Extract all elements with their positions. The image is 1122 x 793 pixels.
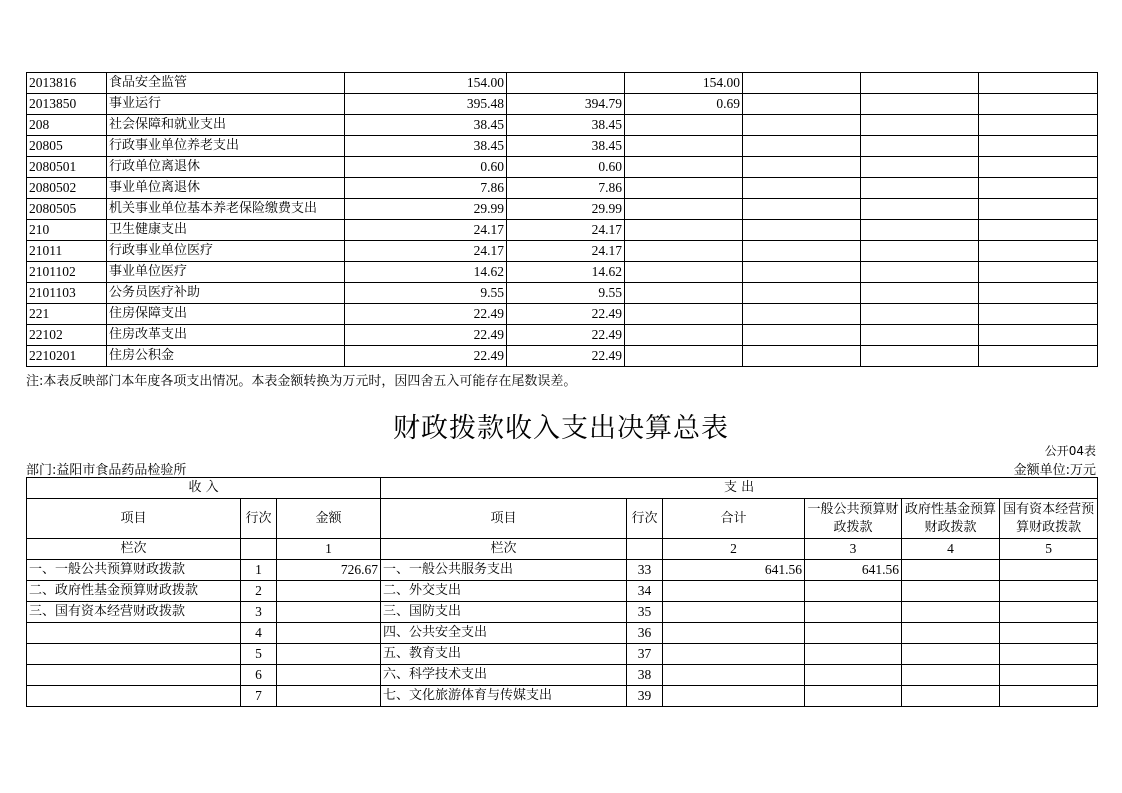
cell-project <box>625 304 743 325</box>
cell-c5 <box>861 262 979 283</box>
form-number: 公开04表 <box>1044 444 1096 458</box>
cell-fund <box>902 623 1000 644</box>
col-total: 合计 <box>663 499 805 539</box>
cell-c4 <box>743 178 861 199</box>
cell-income-row: 1 <box>241 560 277 581</box>
cell-name: 行政事业单位养老支出 <box>107 136 345 157</box>
cell-c5 <box>861 136 979 157</box>
lan-ci-empty <box>241 539 277 560</box>
cell-name: 机关事业单位基本养老保险缴费支出 <box>107 199 345 220</box>
cell-exp-item: 一、一般公共服务支出 <box>381 560 627 581</box>
cell-fund <box>902 686 1000 707</box>
cell-basic: 22.49 <box>507 304 625 325</box>
section-header-row <box>27 478 1098 499</box>
cell-c4 <box>743 262 861 283</box>
cell-total: 29.99 <box>345 199 507 220</box>
cell-income-item: 三、国有资本经营财政拨款 <box>27 602 241 623</box>
cell-exp-row: 36 <box>627 623 663 644</box>
expenditure-detail-table <box>26 72 1098 367</box>
cell-exp-row: 38 <box>627 665 663 686</box>
page-title: 财政拨款收入支出决算总表 <box>393 413 729 444</box>
table-row <box>27 199 1098 220</box>
col-income-amount: 金额 <box>277 499 381 539</box>
cell-state <box>1000 602 1098 623</box>
cell-basic: 22.49 <box>507 346 625 367</box>
cell-basic: 22.49 <box>507 325 625 346</box>
cell-c5 <box>861 73 979 94</box>
cell-code: 2101102 <box>27 262 107 283</box>
cell-c5 <box>861 115 979 136</box>
cell-exp-row: 34 <box>627 581 663 602</box>
cell-exp-row: 39 <box>627 686 663 707</box>
cell-exp-item: 二、外交支出 <box>381 581 627 602</box>
cell-name: 卫生健康支出 <box>107 220 345 241</box>
cell-general <box>805 581 902 602</box>
cell-income-amount <box>277 581 381 602</box>
cell-c6 <box>979 157 1098 178</box>
cell-project <box>625 220 743 241</box>
cell-code: 20805 <box>27 136 107 157</box>
cell-total: 24.17 <box>345 220 507 241</box>
cell-exp-row: 35 <box>627 602 663 623</box>
cell-total: 154.00 <box>345 73 507 94</box>
cell-total: 22.49 <box>345 325 507 346</box>
cell-total: 7.86 <box>345 178 507 199</box>
cell-c5 <box>861 325 979 346</box>
cell-general: 641.56 <box>805 560 902 581</box>
cell-project <box>625 136 743 157</box>
cell-project <box>625 283 743 304</box>
cell-total <box>663 686 805 707</box>
budget-summary-table <box>26 477 1098 707</box>
cell-project <box>625 115 743 136</box>
cell-project <box>625 241 743 262</box>
cell-code: 2080502 <box>27 178 107 199</box>
expense-header: 支 出 <box>381 478 1098 499</box>
index-1: 1 <box>277 539 381 560</box>
cell-income-row: 4 <box>241 623 277 644</box>
cell-exp-item: 六、科学技术支出 <box>381 665 627 686</box>
cell-total: 22.49 <box>345 346 507 367</box>
cell-name: 行政单位离退休 <box>107 157 345 178</box>
table-note: 注:本表反映部门本年度各项支出情况。本表金额转换为万元时，因四舍五入可能存在尾数误差。 <box>26 374 577 389</box>
cell-c5 <box>861 199 979 220</box>
cell-name: 事业单位离退休 <box>107 178 345 199</box>
cell-state <box>1000 665 1098 686</box>
cell-exp-item: 三、国防支出 <box>381 602 627 623</box>
cell-c4 <box>743 220 861 241</box>
cell-code: 221 <box>27 304 107 325</box>
cell-code: 2013850 <box>27 94 107 115</box>
cell-name: 食品安全监管 <box>107 73 345 94</box>
cell-total: 14.62 <box>345 262 507 283</box>
cell-name: 住房保障支出 <box>107 304 345 325</box>
cell-basic: 24.17 <box>507 220 625 241</box>
table-row <box>27 644 1098 665</box>
cell-basic: 9.55 <box>507 283 625 304</box>
cell-income-row: 7 <box>241 686 277 707</box>
cell-total: 9.55 <box>345 283 507 304</box>
table-row <box>27 304 1098 325</box>
cell-name: 住房改革支出 <box>107 325 345 346</box>
cell-code: 208 <box>27 115 107 136</box>
cell-c6 <box>979 220 1098 241</box>
cell-code: 2080505 <box>27 199 107 220</box>
cell-name: 事业单位医疗 <box>107 262 345 283</box>
table-row <box>27 581 1098 602</box>
cell-c6 <box>979 178 1098 199</box>
cell-total: 395.48 <box>345 94 507 115</box>
cell-project <box>625 199 743 220</box>
cell-basic: 24.17 <box>507 241 625 262</box>
index-3: 3 <box>805 539 902 560</box>
table-row <box>27 602 1098 623</box>
cell-total <box>663 644 805 665</box>
cell-total: 0.60 <box>345 157 507 178</box>
cell-income-amount <box>277 623 381 644</box>
index-4: 4 <box>902 539 1000 560</box>
cell-c4 <box>743 241 861 262</box>
cell-c6 <box>979 262 1098 283</box>
table-row <box>27 94 1098 115</box>
index-2: 2 <box>663 539 805 560</box>
cell-fund <box>902 602 1000 623</box>
table-row <box>27 220 1098 241</box>
cell-name: 住房公积金 <box>107 346 345 367</box>
cell-total: 38.45 <box>345 115 507 136</box>
cell-basic: 38.45 <box>507 115 625 136</box>
cell-income-row: 6 <box>241 665 277 686</box>
cell-income-row: 5 <box>241 644 277 665</box>
table-row <box>27 115 1098 136</box>
cell-general <box>805 665 902 686</box>
amount-unit-label: 金额单位:万元 <box>1013 463 1096 478</box>
cell-project <box>625 262 743 283</box>
index-5: 5 <box>1000 539 1098 560</box>
cell-c4 <box>743 136 861 157</box>
col-gov-fund: 政府性基金预算财政拨款 <box>902 499 1000 539</box>
cell-c4 <box>743 325 861 346</box>
lan-ci-label-2: 栏次 <box>381 539 627 560</box>
cell-total <box>663 623 805 644</box>
cell-fund <box>902 560 1000 581</box>
cell-state <box>1000 686 1098 707</box>
col-general-budget: 一般公共预算财政拨款 <box>805 499 902 539</box>
cell-basic: 14.62 <box>507 262 625 283</box>
cell-total: 24.17 <box>345 241 507 262</box>
cell-c6 <box>979 199 1098 220</box>
cell-c6 <box>979 241 1098 262</box>
cell-basic: 7.86 <box>507 178 625 199</box>
cell-income-amount: 726.67 <box>277 560 381 581</box>
cell-c4 <box>743 115 861 136</box>
table-row <box>27 623 1098 644</box>
cell-general <box>805 644 902 665</box>
cell-c6 <box>979 73 1098 94</box>
cell-income-item <box>27 686 241 707</box>
cell-c5 <box>861 220 979 241</box>
cell-c6 <box>979 283 1098 304</box>
cell-basic: 38.45 <box>507 136 625 157</box>
cell-fund <box>902 581 1000 602</box>
cell-code: 2080501 <box>27 157 107 178</box>
cell-project: 154.00 <box>625 73 743 94</box>
col-state-capital: 国有资本经营预算财政拨款 <box>1000 499 1098 539</box>
lan-ci-label: 栏次 <box>27 539 241 560</box>
cell-name: 行政事业单位医疗 <box>107 241 345 262</box>
cell-c4 <box>743 157 861 178</box>
cell-fund <box>902 665 1000 686</box>
cell-income-row: 3 <box>241 602 277 623</box>
cell-fund <box>902 644 1000 665</box>
cell-income-item <box>27 623 241 644</box>
cell-name: 事业运行 <box>107 94 345 115</box>
cell-project <box>625 325 743 346</box>
cell-income-amount <box>277 665 381 686</box>
cell-c4 <box>743 199 861 220</box>
cell-state <box>1000 581 1098 602</box>
cell-c6 <box>979 94 1098 115</box>
cell-income-row: 2 <box>241 581 277 602</box>
cell-project <box>625 178 743 199</box>
cell-income-item <box>27 665 241 686</box>
cell-code: 2210201 <box>27 346 107 367</box>
cell-basic: 0.60 <box>507 157 625 178</box>
cell-c6 <box>979 325 1098 346</box>
cell-exp-item: 七、文化旅游体育与传媒支出 <box>381 686 627 707</box>
table-row <box>27 665 1098 686</box>
cell-c5 <box>861 157 979 178</box>
cell-total: 641.56 <box>663 560 805 581</box>
cell-c5 <box>861 241 979 262</box>
cell-exp-item: 五、教育支出 <box>381 644 627 665</box>
income-header: 收 入 <box>27 478 381 499</box>
col-income-item: 项目 <box>27 499 241 539</box>
table-row <box>27 262 1098 283</box>
cell-income-item <box>27 644 241 665</box>
cell-code: 2013816 <box>27 73 107 94</box>
cell-total <box>663 665 805 686</box>
cell-income-amount <box>277 644 381 665</box>
cell-state <box>1000 644 1098 665</box>
cell-total <box>663 581 805 602</box>
cell-c6 <box>979 304 1098 325</box>
table-row <box>27 73 1098 94</box>
cell-state <box>1000 623 1098 644</box>
cell-general <box>805 686 902 707</box>
col-income-row: 行次 <box>241 499 277 539</box>
cell-c4 <box>743 283 861 304</box>
cell-project <box>625 157 743 178</box>
cell-total <box>663 602 805 623</box>
department-label: 部门:益阳市食品药品检验所 <box>26 463 187 478</box>
col-expense-row: 行次 <box>627 499 663 539</box>
cell-income-amount <box>277 602 381 623</box>
cell-general <box>805 602 902 623</box>
table-row <box>27 686 1098 707</box>
cell-code: 210 <box>27 220 107 241</box>
table-row <box>27 560 1098 581</box>
cell-exp-item: 四、公共安全支出 <box>381 623 627 644</box>
cell-code: 2101103 <box>27 283 107 304</box>
cell-c4 <box>743 346 861 367</box>
table-row <box>27 325 1098 346</box>
cell-basic: 29.99 <box>507 199 625 220</box>
cell-c6 <box>979 136 1098 157</box>
cell-c5 <box>861 94 979 115</box>
table-row <box>27 346 1098 367</box>
table-row <box>27 283 1098 304</box>
cell-code: 21011 <box>27 241 107 262</box>
cell-exp-row: 37 <box>627 644 663 665</box>
cell-state <box>1000 560 1098 581</box>
cell-basic <box>507 73 625 94</box>
table-row <box>27 136 1098 157</box>
column-header-row <box>27 499 1098 539</box>
table-row <box>27 178 1098 199</box>
cell-c5 <box>861 304 979 325</box>
cell-name: 社会保障和就业支出 <box>107 115 345 136</box>
column-index-row <box>27 539 1098 560</box>
cell-basic: 394.79 <box>507 94 625 115</box>
cell-c4 <box>743 73 861 94</box>
cell-c4 <box>743 304 861 325</box>
col-expense-item: 项目 <box>381 499 627 539</box>
cell-c6 <box>979 115 1098 136</box>
cell-c6 <box>979 346 1098 367</box>
cell-total: 38.45 <box>345 136 507 157</box>
cell-c4 <box>743 94 861 115</box>
cell-c5 <box>861 346 979 367</box>
cell-total: 22.49 <box>345 304 507 325</box>
cell-income-item: 二、政府性基金预算财政拨款 <box>27 581 241 602</box>
cell-general <box>805 623 902 644</box>
cell-income-amount <box>277 686 381 707</box>
cell-c5 <box>861 283 979 304</box>
cell-income-item: 一、一般公共预算财政拨款 <box>27 560 241 581</box>
cell-project: 0.69 <box>625 94 743 115</box>
table-row <box>27 157 1098 178</box>
table-row <box>27 241 1098 262</box>
cell-code: 22102 <box>27 325 107 346</box>
cell-project <box>625 346 743 367</box>
cell-name: 公务员医疗补助 <box>107 283 345 304</box>
lan-ci-empty-2 <box>627 539 663 560</box>
cell-exp-row: 33 <box>627 560 663 581</box>
cell-c5 <box>861 178 979 199</box>
